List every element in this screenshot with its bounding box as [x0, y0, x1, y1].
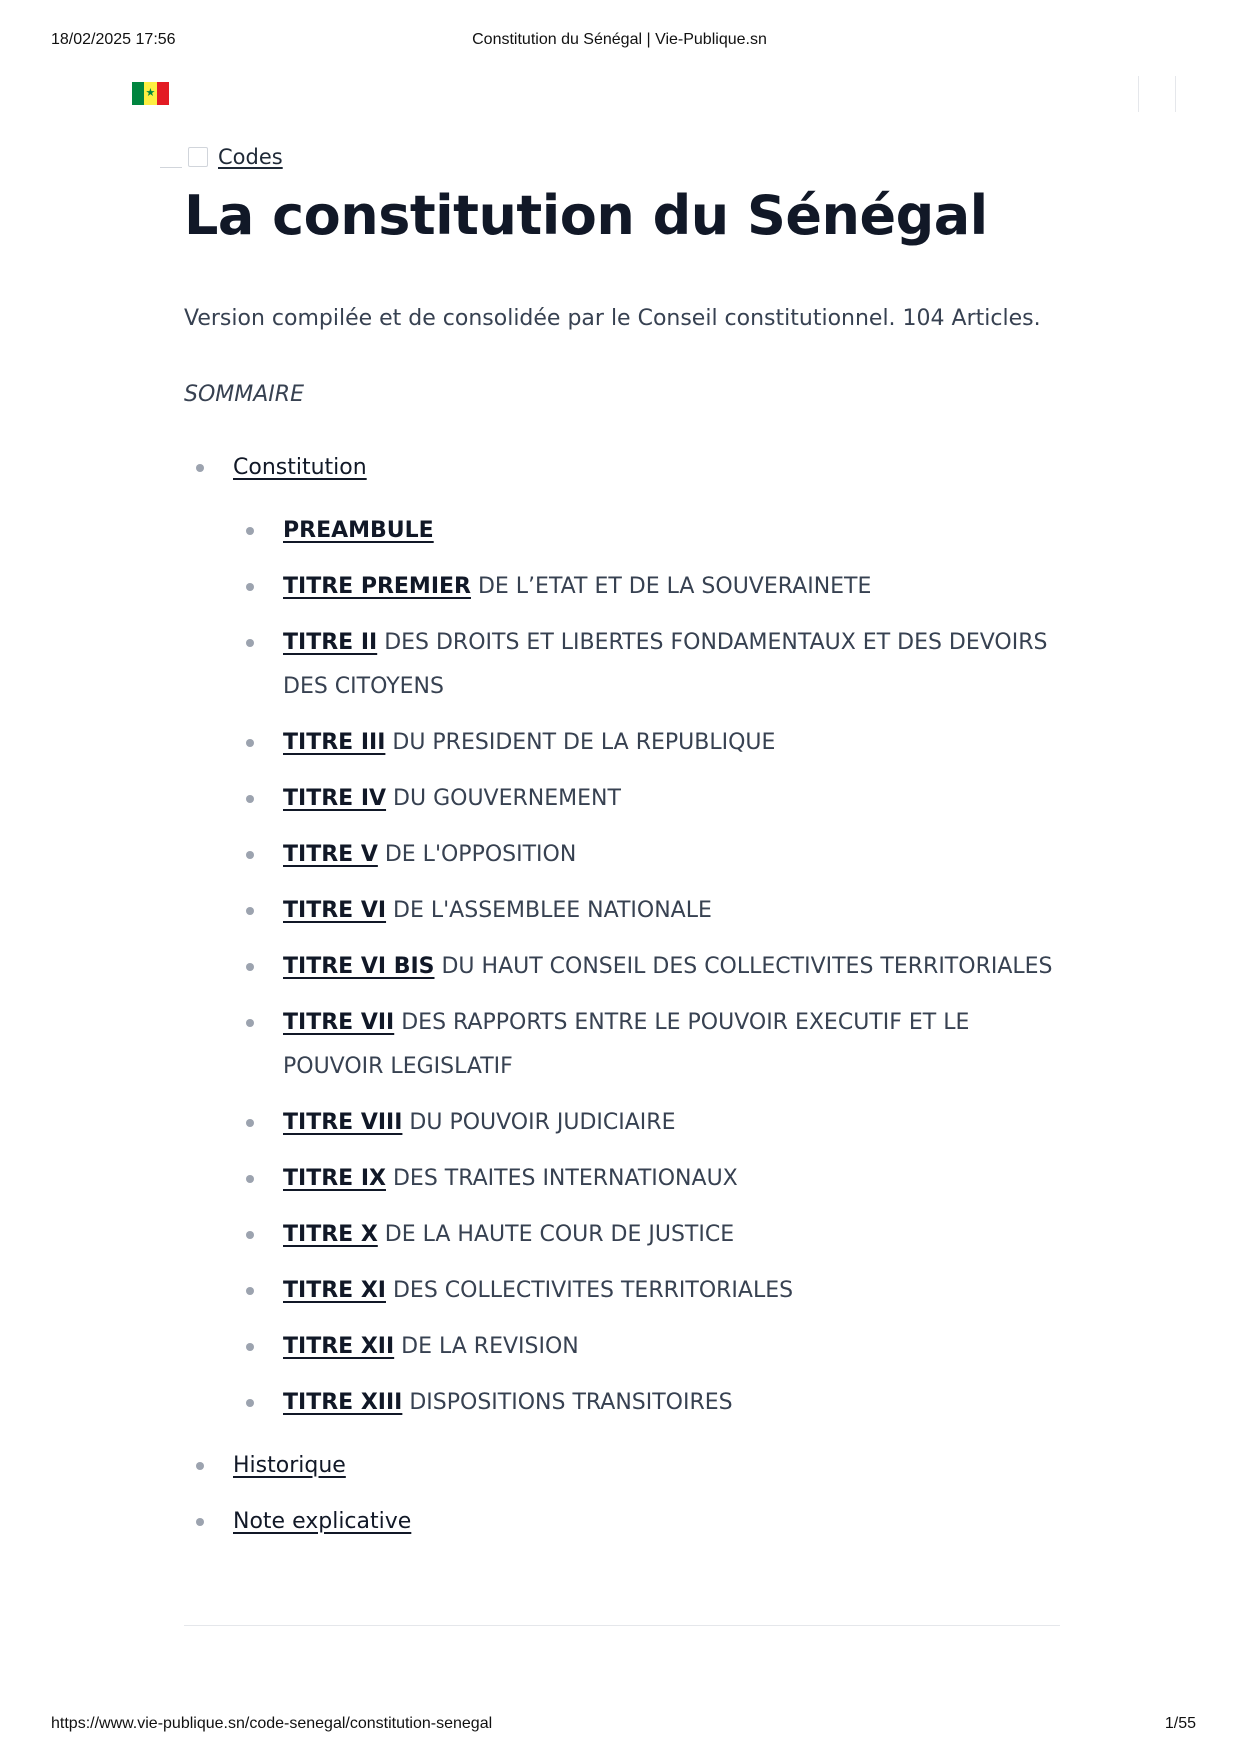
toc-bullet: [196, 1518, 204, 1526]
toc-item: [283, 952, 1053, 982]
toc-item: [283, 572, 871, 602]
print-header: [0, 31, 1239, 53]
toc-item-text: DE LA REVISION: [394, 1334, 579, 1359]
toc-link-titre-xiii[interactable]: TITRE XIII: [283, 1390, 403, 1415]
toc-link-titre-ii[interactable]: TITRE II: [283, 630, 378, 655]
toc-item: [283, 840, 576, 870]
toc-item-text: DU POUVOIR JUDICIAIRE: [402, 1110, 676, 1135]
toc-link-titre-xii[interactable]: TITRE XII: [283, 1334, 395, 1359]
toc-link-preambule[interactable]: PREAMBULE: [283, 518, 434, 543]
page-title: La constitution du Sénégal: [184, 184, 988, 247]
breadcrumb-line: [160, 167, 182, 168]
toc-item: [283, 1220, 734, 1250]
toc-item: [283, 1332, 579, 1362]
toc-link-titre-premier[interactable]: TITRE PREMIER: [283, 574, 471, 599]
toc-bullet: [246, 1343, 254, 1351]
toc-item: [283, 728, 775, 758]
toc-link-titre-v[interactable]: TITRE V: [283, 842, 378, 867]
toc-link-titre-vi-bis[interactable]: TITRE VI BIS: [283, 954, 435, 979]
toc-item-text: DE L’ETAT ET DE LA SOUVERAINETE: [470, 574, 872, 599]
flag-band-yellow: [144, 82, 156, 105]
senegal-flag-icon[interactable]: [132, 82, 169, 105]
flag-band-red: [157, 82, 169, 105]
toc-item-text: DES COLLECTIVITES TERRITORIALES: [385, 1278, 794, 1303]
toc-link-historique[interactable]: Historique: [233, 1453, 346, 1478]
toc-item-text: DU PRESIDENT DE LA REPUBLIQUE: [385, 730, 776, 755]
toc-item-text: DES RAPPORTS ENTRE LE POUVOIR EXECUTIF ET LE: [394, 1010, 970, 1035]
flag-band-green: [132, 82, 144, 105]
toc-link-titre-iii[interactable]: TITRE III: [283, 730, 386, 755]
toc-link-titre-viii[interactable]: TITRE VIII: [283, 1110, 403, 1135]
toc-bullet: [246, 1287, 254, 1295]
toc-item-text: DES CITOYENS: [283, 674, 444, 699]
toc-item: [283, 1276, 793, 1306]
print-page-number: 1/55: [1164, 1715, 1196, 1732]
section-divider: [184, 1625, 1060, 1626]
header-divider: [1175, 76, 1176, 112]
print-url: https://www.vie-publique.sn/code-senegal/constitution-senegal: [51, 1715, 493, 1732]
toc-bullet: [246, 1399, 254, 1407]
toc-item: [283, 1164, 738, 1194]
toc-item: [283, 896, 712, 926]
toc-link-titre-xi[interactable]: TITRE XI: [283, 1278, 386, 1303]
toc-link-titre-ix[interactable]: TITRE IX: [283, 1166, 386, 1191]
breadcrumb-home-icon[interactable]: [188, 147, 208, 167]
toc-link-titre-x[interactable]: TITRE X: [283, 1222, 378, 1247]
toc-bullet: [246, 963, 254, 971]
toc-item: [283, 516, 434, 546]
toc-link-titre-iv[interactable]: TITRE IV: [283, 786, 387, 811]
toc-item: [283, 628, 1047, 658]
flag-star-icon: ★: [145, 86, 156, 99]
toc-item: [283, 1108, 675, 1138]
toc-item: [283, 1388, 733, 1418]
toc-item-text: DISPOSITIONS TRANSITOIRES: [402, 1390, 733, 1415]
toc-item-text: DU GOUVERNEMENT: [386, 786, 621, 811]
toc-bullet: [246, 1019, 254, 1027]
toc-item-text: DES DROITS ET LIBERTES FONDAMENTAUX ET DES DEVOIRS: [377, 630, 1048, 655]
toc-item-text: POUVOIR LEGISLATIF: [283, 1054, 513, 1079]
toc-bullet: [246, 527, 254, 535]
toc-item-text: DU HAUT CONSEIL DES COLLECTIVITES TERRITORIALES: [434, 954, 1053, 979]
toc-bullet: [246, 583, 254, 591]
toc-link-note-explicative[interactable]: Note explicative: [233, 1509, 412, 1534]
toc-link-constitution[interactable]: Constitution: [233, 455, 367, 480]
toc-bullet: [246, 639, 254, 647]
toc-item: [283, 1008, 969, 1038]
toc-bullet: [246, 1119, 254, 1127]
toc-bullet: [196, 1462, 204, 1470]
toc-bullet: [246, 851, 254, 859]
toc-bullet: [246, 1175, 254, 1183]
toc-link-titre-vii[interactable]: TITRE VII: [283, 1010, 395, 1035]
toc-item-historique: [233, 1451, 346, 1481]
page-subtitle: Version compilée et de consolidée par le Conseil constitutionnel. 104 Articles.: [184, 306, 1041, 331]
toc-link-titre-vi[interactable]: TITRE VI: [283, 898, 387, 923]
toc-item-continuation: [283, 672, 444, 702]
print-footer: [0, 1715, 1239, 1737]
toc-item-text: DE L'ASSEMBLEE NATIONALE: [386, 898, 712, 923]
toc-item-constitution: [233, 453, 367, 483]
toc-bullet: [246, 907, 254, 915]
toc-item-text: DE L'OPPOSITION: [377, 842, 577, 867]
breadcrumb-codes-link[interactable]: Codes: [218, 145, 283, 169]
toc-bullet: [196, 464, 204, 472]
toc-item-text: DE LA HAUTE COUR DE JUSTICE: [377, 1222, 735, 1247]
sommaire-label: SOMMAIRE: [184, 382, 304, 407]
toc-bullet: [246, 1231, 254, 1239]
toc-item: [283, 784, 621, 814]
header-divider: [1138, 76, 1139, 112]
toc-item-note: [233, 1507, 411, 1537]
toc-item-continuation: [283, 1052, 513, 1082]
toc-item-text: DES TRAITES INTERNATIONAUX: [385, 1166, 738, 1191]
toc-bullet: [246, 795, 254, 803]
breadcrumb: [160, 142, 283, 172]
toc-bullet: [246, 739, 254, 747]
print-datetime: 18/02/2025 17:56: [51, 31, 176, 48]
print-page-title: Constitution du Sénégal | Vie-Publique.sn: [472, 31, 767, 48]
